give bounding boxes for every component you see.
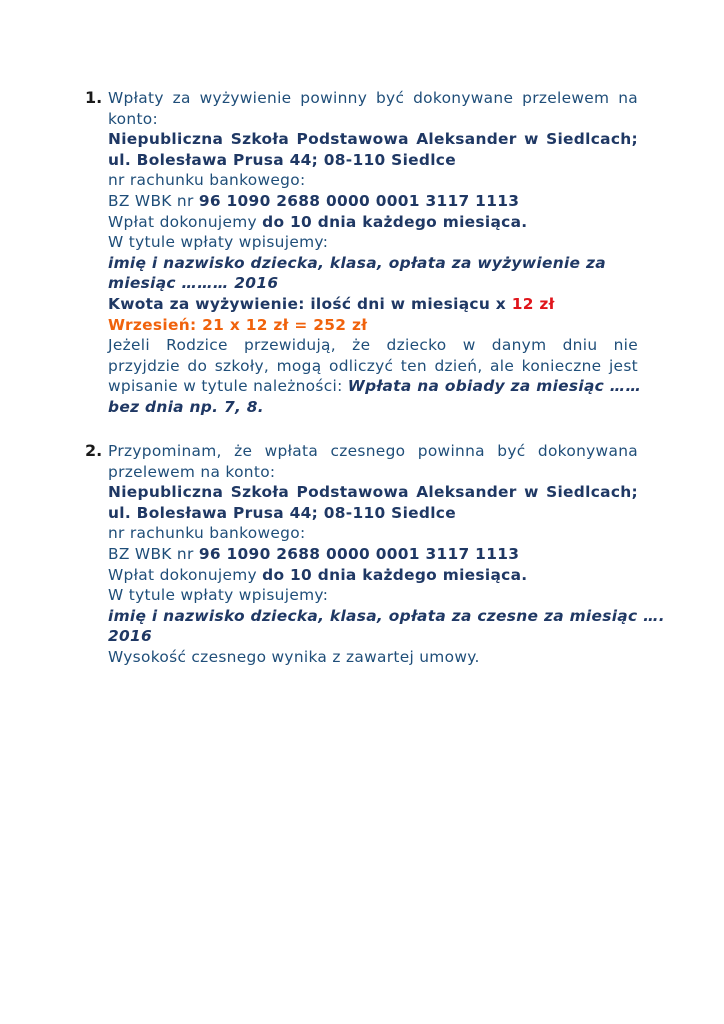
school-name: Niepubliczna Szkoła Podstawowa Aleksander w Siedlcach;: [108, 130, 638, 149]
school-name: Niepubliczna Szkoła Podstawowa Aleksander w Siedlcach;: [108, 483, 638, 502]
payment-title-text-continued: miesiąc ……… 2016: [108, 274, 279, 293]
list-number: 2.: [85, 441, 103, 460]
intro-text: Wpłaty za wyżywienie powinny być dokonywane przelewem na: [108, 89, 638, 107]
bank-account-line: [108, 191, 638, 212]
deadline-prefix: Wpłat dokonujemy: [108, 212, 263, 231]
list-item-body: [108, 441, 665, 668]
absence-note: Jeżeli Rodzice przewidują, że dziecko w danym dniu nie: [108, 336, 638, 355]
account-number: 96 1090 2688 0000 0001 3117 1113: [198, 191, 520, 210]
deadline-line: [108, 212, 638, 233]
account-label: nr rachunku bankowego:: [108, 524, 306, 543]
payment-title-text: imię i nazwisko dziecka, klasa, opłata za wyżywienie za: [108, 253, 606, 272]
payment-title-label: W tytule wpłaty wpisujemy:: [108, 586, 329, 605]
absence-payment-title: Wpłata na obiady za miesiąc ……: [347, 377, 642, 396]
school-address: ul. Bolesława Prusa 44; 08-110 Siedlce: [108, 503, 456, 522]
bank-prefix: BZ WBK nr: [108, 544, 199, 563]
school-address: ul. Bolesława Prusa 44; 08-110 Siedlce: [108, 150, 456, 169]
absence-note-instruction: [108, 376, 642, 397]
deadline: do 10 dnia każdego miesiąca.: [262, 212, 528, 231]
september-example: Wrzesień: 21 x 12 zł = 252 zł: [108, 315, 368, 334]
bank-account-line: [108, 544, 638, 565]
intro-text-continued: konto:: [108, 109, 159, 128]
deadline-line: [108, 565, 638, 586]
account-label: nr rachunku bankowego:: [108, 171, 306, 190]
absence-note-prefix: wpisanie w tytule należności:: [108, 377, 348, 396]
account-number: 96 1090 2688 0000 0001 3117 1113: [198, 544, 520, 563]
payment-title-text-continued: 2016: [108, 627, 153, 646]
deadline: do 10 dnia każdego miesiąca.: [262, 565, 528, 584]
bank-prefix: BZ WBK nr: [108, 191, 199, 210]
payment-title-text: imię i nazwisko dziecka, klasa, opłata za czesne za miesiąc ….: [108, 606, 665, 625]
list-item-body: [108, 88, 642, 418]
tuition-closing-note: Wysokość czesnego wynika z zawartej umowy.: [108, 647, 480, 666]
absence-payment-title-continued: bez dnia np. 7, 8.: [108, 397, 264, 416]
amount-line: [108, 294, 638, 315]
deadline-prefix: Wpłat dokonujemy: [108, 565, 263, 584]
intro-text-continued: przelewem na konto:: [108, 462, 276, 481]
intro-text: Przypominam, że wpłata czesnego powinna być dokonywana: [108, 442, 638, 460]
payment-title-label: W tytule wpłaty wpisujemy:: [108, 233, 329, 252]
amount-rate: 12 zł: [511, 294, 555, 313]
absence-note-continued: przyjdzie do szkoły, mogą odliczyć ten dzień, ale konieczne jest: [108, 356, 638, 375]
amount-prefix: Kwota za wyżywienie: ilość dni w miesiącu x: [108, 294, 512, 313]
list-number: 1.: [85, 88, 103, 107]
